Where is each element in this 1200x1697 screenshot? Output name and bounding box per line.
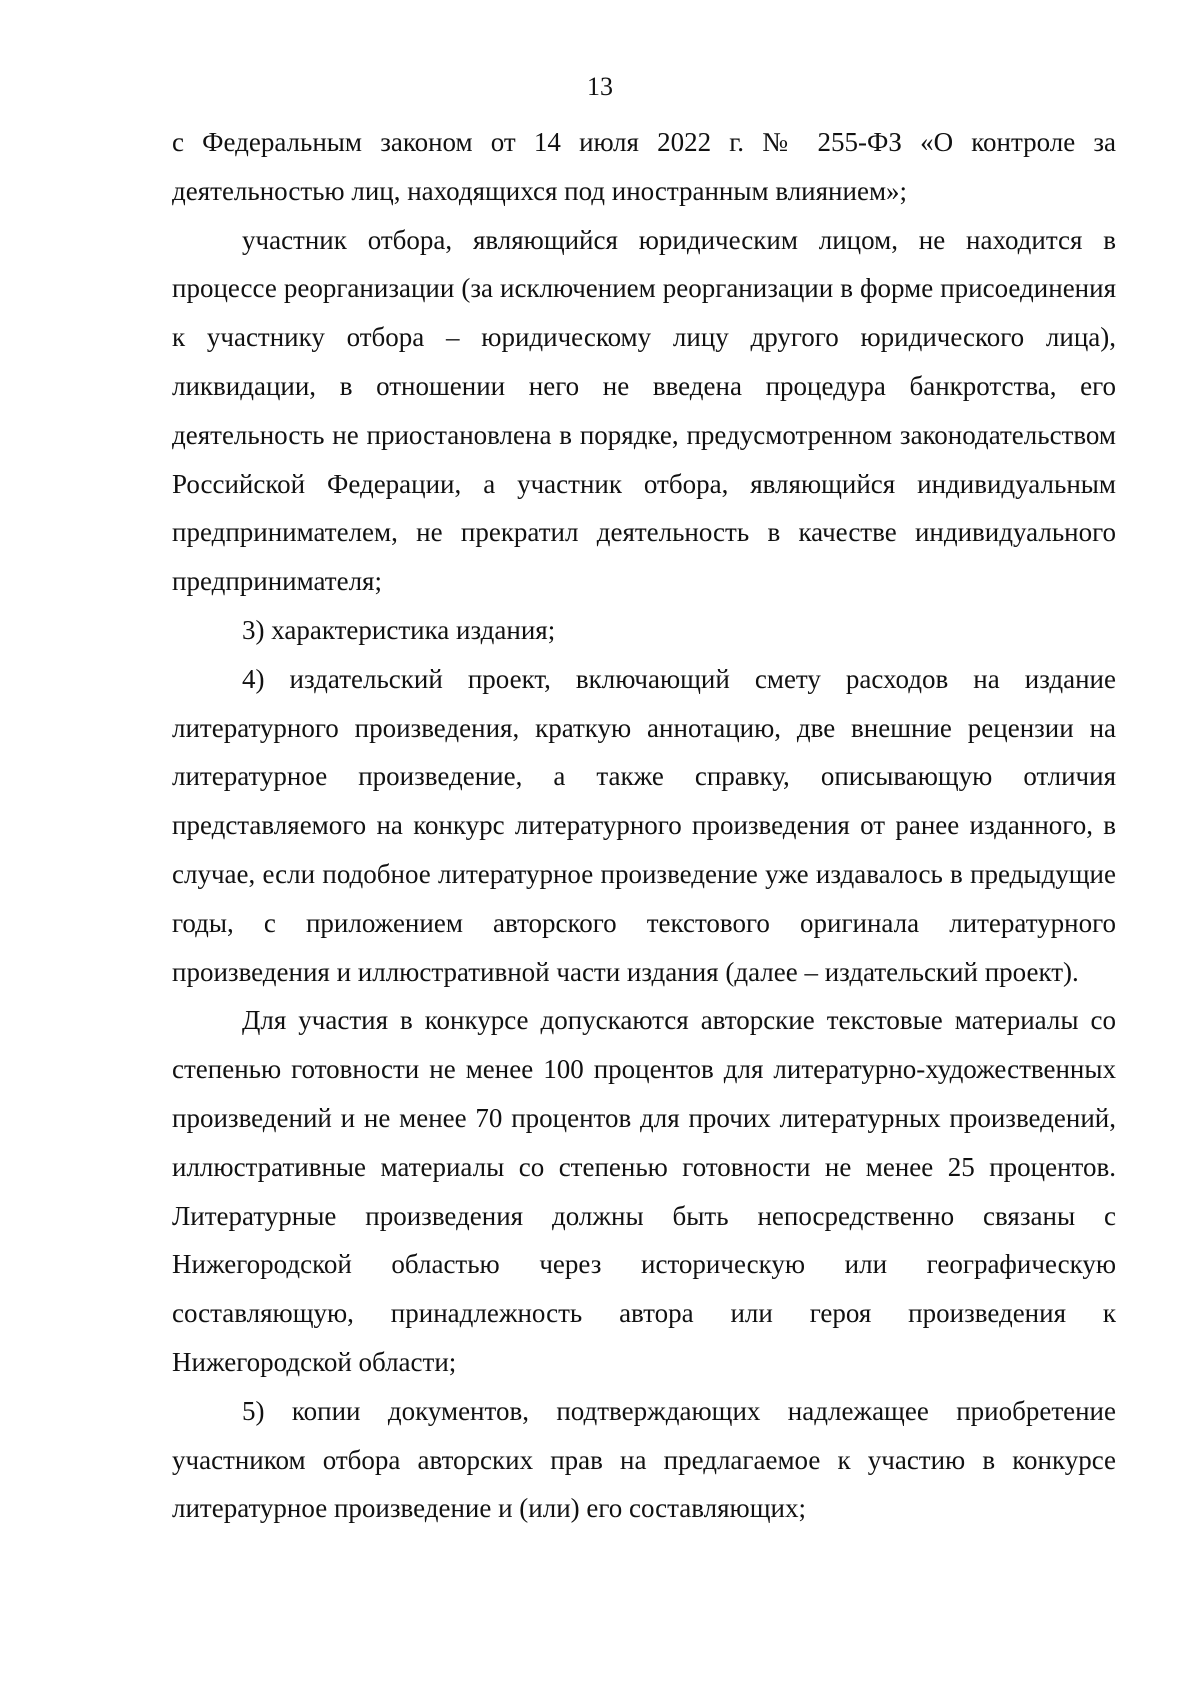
paragraph-participant-status: участник отбора, являющийся юридическим лицом, не находится в процессе реорганизации (за исключением реорганизации в форме присоединения к участнику отбора – юридическому лицу другого юридического лица), ликвидации, в отношении него не введена процедура банкротства, его деятельность не приостановлена в порядке, предусмотренном законодательством Российской Федерации, а участник отбора, являющийся индивидуальным предпринимателем, не прекратил деятельность в качестве индивидуального предпринимателя; xyxy=(172,224,1116,597)
paragraph-continuation: с Федеральным законом от 14 июля 2022 г. № 255-ФЗ «О контроле за деятельностью лиц, находящихся под иностранным влиянием»; xyxy=(172,127,1116,206)
paragraph-item-5: 5) копии документов, подтверждающих надлежащее приобретение участником отбора авторских прав на предлагаемое к участию в конкурсе литературное произведение и (или) его составляющих; xyxy=(172,1395,1116,1524)
paragraph-item-4: 4) издательский проект, включающий смету расходов на издание литературного произведения, краткую аннотацию, две внешние рецензии на литературное произведение, а также справку, описывающую отличия представляемого на конкурс литературного произведения от ранее изданного, в случае, если подобное литературное произведение уже издавалось в предыдущие годы, с приложением авторского текстового оригинала литературного произведения и иллюстративной части издания (далее – издательский проект). xyxy=(172,663,1116,987)
paragraph-item-3: 3) характеристика издания; xyxy=(242,614,556,645)
paragraph-materials-requirements: Для участия в конкурсе допускаются авторские текстовые материалы со степенью готовности не менее 100 процентов для литературно-художественных произведений и не менее 70 процентов для прочих литературных произведений, иллюстративные материалы со степенью готовности не менее 25 процентов. Литературные произведения должны быть непосредственно связаны с Нижегородской областью через историческую или географическую составляющую, принадлежность автора или героя произведения к Нижегородской области; xyxy=(172,1005,1116,1377)
page-number: 13 xyxy=(587,72,613,101)
document-body xyxy=(172,118,1116,1533)
